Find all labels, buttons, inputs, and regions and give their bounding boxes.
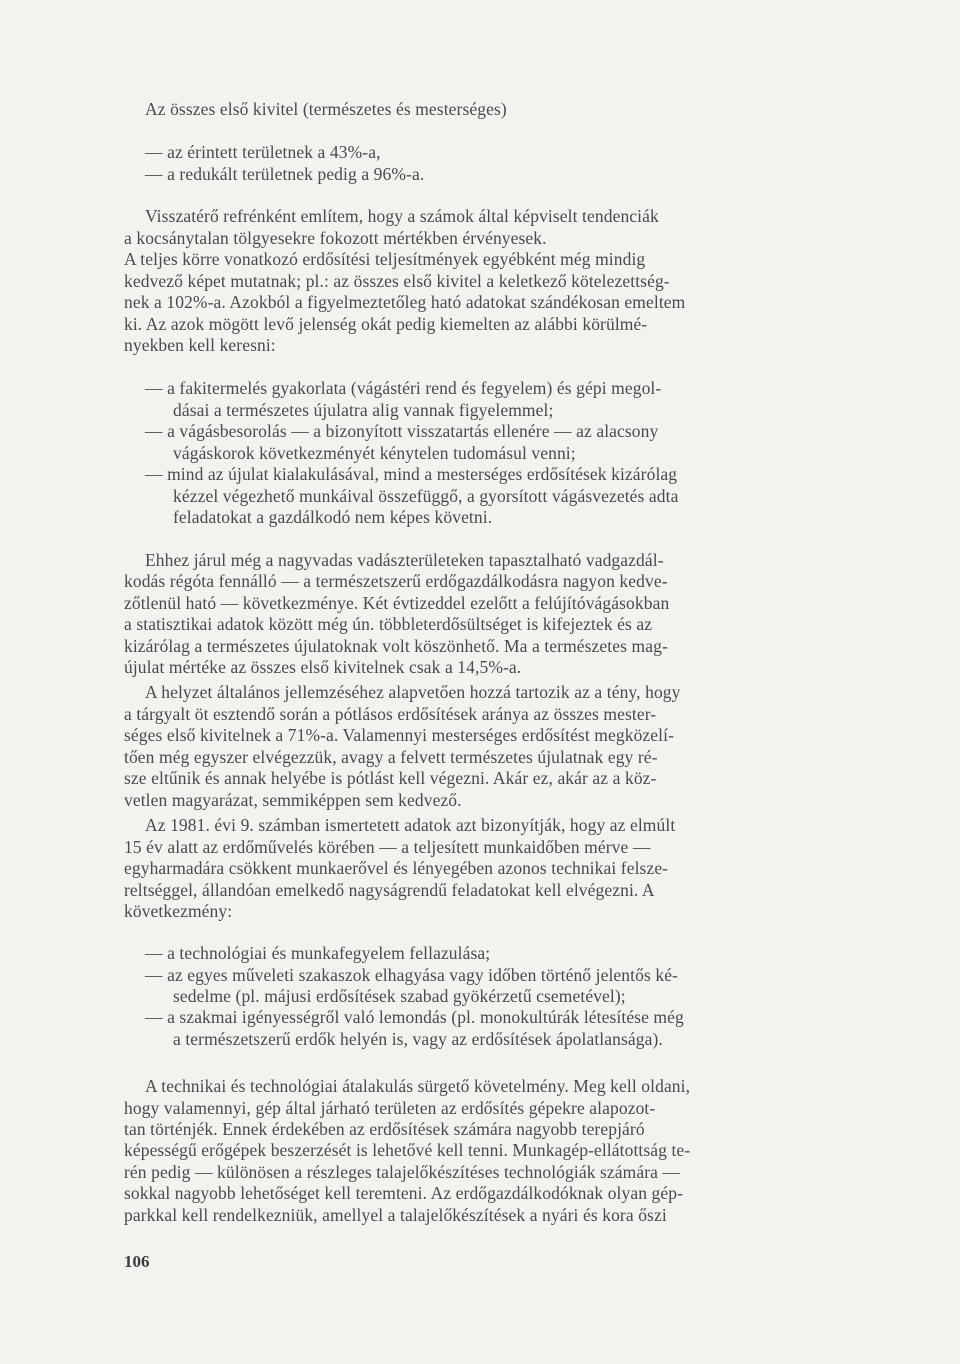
text-line: sze eltűnik és annak helyébe is pótlást kell végezni. Akár ez, akár az a köz- bbox=[124, 768, 657, 788]
text-line: — a vágásbesorolás — a bizonyított visszatartás ellenére — az alacsony bbox=[145, 421, 659, 441]
text-line: ki. Az azok mögött levő jelenség okát pedig kiemelten az alábbi körülmé- bbox=[124, 314, 648, 334]
text-line: következmény: bbox=[124, 901, 233, 921]
text-line: a természetszerű erdők helyén is, vagy az erdősítések ápolatlansága). bbox=[173, 1029, 663, 1049]
text-line: A technikai és technológiai átalakulás sürgető követelmény. Meg kell oldani, bbox=[145, 1076, 691, 1096]
text-line: — a technológiai és munkafegyelem fellazulása; bbox=[145, 943, 491, 963]
text-line: képességű erőgépek beszerzését is lehetővé kell tenni. Munkagép-ellátottság te- bbox=[124, 1140, 691, 1160]
text-line: — a fakitermelés gyakorlata (vágástéri rend és fegyelem) és gépi megol- bbox=[145, 378, 662, 398]
text-line: — az egyes műveleti szakaszok elhagyása vagy időben történő jelentős ké- bbox=[145, 965, 678, 985]
text-line: kézzel végezhető munkáival összefüggő, a gyorsított vágásvezetés adta bbox=[173, 486, 679, 506]
text-line: A helyzet általános jellemzéséhez alapvetően hozzá tartozik az a tény, hogy bbox=[145, 682, 681, 702]
text-line: nyekben kell keresni: bbox=[124, 335, 276, 355]
text-line: kedvező képet mutatnak; pl.: az összes első kivitel a keletkező kötelezettség- bbox=[124, 271, 670, 291]
text-line: Az 1981. évi 9. számban ismertetett adatok azt bizonyítják, hogy az elmúlt bbox=[145, 815, 676, 835]
text-line: — a redukált területnek pedig a 96%-a. bbox=[145, 164, 425, 184]
text-line: nek a 102%-a. Azokból a figyelmeztetőleg ható adatokat szándékosan emeltem bbox=[124, 292, 686, 312]
page-number: 106 bbox=[124, 1252, 150, 1271]
text-line: 15 év alatt az erdőművelés körében — a teljesített munkaidőben mérve — bbox=[124, 837, 651, 857]
text-line: Visszatérő refrénként említem, hogy a számok által képviselt tendenciák bbox=[145, 206, 659, 226]
text-line: reltséggel, állandóan emelkedő nagyságrendű feladatokat kell elvégezni. A bbox=[124, 880, 655, 900]
text-line: feladatokat a gazdálkodó nem képes követni. bbox=[173, 507, 493, 527]
text-line: kizárólag a természetes újulatoknak volt köszönhető. Ma a természetes mag- bbox=[124, 636, 668, 656]
text-line: hogy valamennyi, gép által járható területen az erdősítés gépekre alapozot- bbox=[124, 1098, 656, 1118]
text-line: egyharmadára csökkent munkaerővel és lényegében azonos technikai felsze- bbox=[124, 858, 669, 878]
text-line: a statisztikai adatok között még ún. többleterdősültséget is kifejeztek és az bbox=[124, 614, 653, 634]
text-line: rén pedig — különösen a részleges talajelőkészítéses technológiák számára — bbox=[124, 1162, 681, 1182]
text-line: Az összes első kivitel (természetes és mesterséges) bbox=[145, 99, 507, 119]
text-line: parkkal kell rendelkezniük, amellyel a talajelőkészítések a nyári és kora őszi bbox=[124, 1205, 667, 1225]
text-line: — mind az újulat kialakulásával, mind a mesterséges erdősítések kizárólag bbox=[145, 464, 678, 484]
text-line: — az érintett területnek a 43%-a, bbox=[145, 142, 381, 162]
text-line: a tárgyalt öt esztendő során a pótlásos erdősítések aránya az összes mester- bbox=[124, 704, 657, 724]
text-line: vetlen magyarázat, semmiképpen sem kedvező. bbox=[124, 790, 462, 810]
text-line: séges első kivitelnek a 71%-a. Valamennyi mesterséges erdősítést megközelí- bbox=[124, 725, 674, 745]
text-line: vágáskorok következményét kénytelen tudomásul venni; bbox=[173, 443, 576, 463]
text-line: tan történjék. Ennek érdekében az erdősítések számára nagyobb terepjáró bbox=[124, 1119, 645, 1139]
text-line: Ehhez járul még a nagyvadas vadászterületeken tapasztalható vadgazdál- bbox=[145, 550, 664, 570]
text-line: sedelme (pl. májusi erdősítések szabad gyökérzetű csemetével); bbox=[173, 986, 626, 1006]
text-line: — a szakmai igényességről való lemondás (pl. monokultúrák létesítése még bbox=[145, 1007, 684, 1027]
text-line: a kocsánytalan tölgyesekre fokozott mértékben érvényesek. bbox=[124, 228, 547, 248]
text-line: tően még egyszer elvégezzük, avagy a felvett természetes újulatnak egy ré- bbox=[124, 747, 658, 767]
text-line: kodás régóta fennálló — a természetszerű erdőgazdálkodásra nagyon kedve- bbox=[124, 571, 668, 591]
text-line: zőtlenül ható — következménye. Két évtizeddel ezelőtt a felújítóvágásokban bbox=[124, 593, 670, 613]
text-line: dásai a természetes újulatra alig vannak figyelemmel; bbox=[173, 400, 554, 420]
text-line: sokkal nagyobb lehetőséget kell teremteni. Az erdőgazdálkodóknak olyan gép- bbox=[124, 1183, 684, 1203]
text-line: A teljes körre vonatkozó erdősítési teljesítmények egyébként még mindig bbox=[124, 249, 646, 269]
text-line: újulat mértéke az összes első kivitelnek csak a 14,5%-a. bbox=[124, 657, 522, 677]
